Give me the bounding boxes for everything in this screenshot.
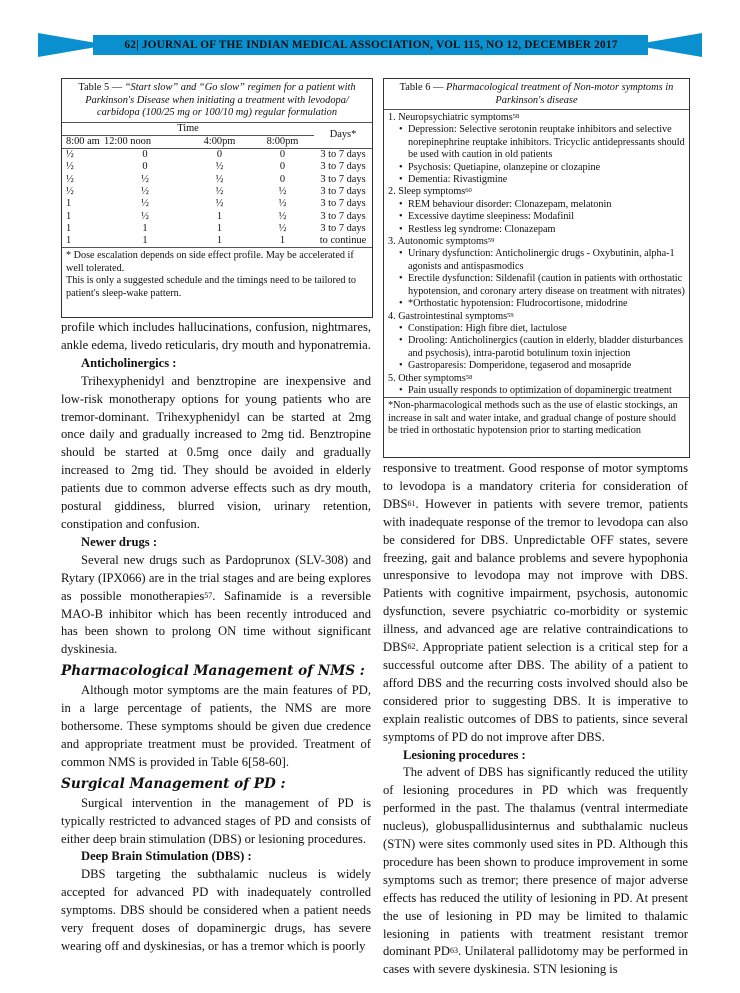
col-header: 8:00pm [251, 135, 314, 148]
section-heading: Surgical Management of PD : [61, 775, 286, 792]
list-item: • Excessive daytime sleepiness: Modafinil [388, 211, 685, 223]
list-item: • Depression: Selective serotonin reuptake inhibitors and selective norepinephrine reuptake inhibitors. Tricyclic antidepressants should be used with caution in old patients [388, 124, 685, 161]
table-5-grid [62, 122, 372, 248]
list-item: • REM behaviour disorder: Clonazepam, melatonin [388, 199, 685, 211]
table-row: 1 ½ ½ ½ 3 to 7 days [66, 198, 366, 210]
col-header: 12:00 noon [102, 135, 188, 148]
journal-header-title: 62| JOURNAL OF THE INDIAN MEDICAL ASSOCIATION, VOL 115, NO 12, DECEMBER 2017 [124, 39, 618, 51]
list-item: • Drooling: Anticholinergics (caution in elderly, bladder disturbances and psychosis), intra-parotid botulinum toxin injection [388, 335, 685, 360]
table-row: 1 1 1 ½ 3 to 7 days [66, 222, 366, 234]
list-item: • *Orthostatic hypotension: Fludrocortisone, midodrine [388, 298, 685, 310]
list-item: • Gastroparesis: Domperidone, tegaserod and mosapride [388, 360, 685, 372]
table-6-caption: Table 6 — Pharmacological treatment of Non-motor symptoms in Parkinson's disease [384, 79, 689, 110]
paragraph: The advent of DBS has significantly reduced the utility of lesioning procedures in PD which was frequently performed in the past. The thalamus (ventral intermediate nucleus), globuspallidusinternus and subthalamic nucleus (STN) were sites commonly used sites in PD. Although this procedure has been shown to produce improvement in some symptoms such as tremor; there presence of major adverse effects has reduced the utility of lesioning in PD. At present the use of lesioning in PD may be limited to thalamic lesioning in patients with treatment resistant tremor dominant PD$^{63}$. Unilateral pallidotomy may be performed in cases with severe dyskinesia. STN lesioning is [383, 765, 688, 977]
table-6-body [384, 110, 689, 397]
paragraph: profile which includes hallucinations, confusion, nightmares, ankle edema, livedo reticularis, dry mouth and hyponatremia. [61, 320, 371, 352]
table-5-footnote: * Dose escalation depends on side effect profile. May be accelerated if well tolerated. This is only a suggested schedule and the timings need to be tailored to patient's sleep-wake pattern. [62, 247, 372, 302]
table-row: ½ ½ ½ ½ 3 to 7 days [66, 185, 366, 197]
table-6-footnote: *Non-pharmacological methods such as the use of elastic stockings, an increase in salt and water intake, and gradual change of posture should be tried in orthostatic hypotension prior to starting medication [384, 397, 689, 439]
col-header: 4:00pm [188, 135, 251, 148]
category-heading: 5. Other symptoms$^{58}$ [388, 372, 473, 384]
time-header: Time [62, 122, 314, 135]
list-item: • Restless leg syndrome: Clonazepam [388, 224, 685, 236]
days-header: Days* [314, 122, 372, 149]
paragraph: Trihexyphenidyl and benztropine are inexpensive and low-risk monotherapy options for young patients who are tremor-dominant. Trihexyphenidyl can be started at 2mg once daily and gradually increased to 2mg tid. Benztropine should be started at 0.5mg once daily and gradually increased to 2mg tid. They should be avoided in elderly patients due to common adverse effects such as dry mouth, postural giddiness, blurred vision, urinary retention, constipation and confusion. [61, 373, 371, 531]
left-column [61, 319, 371, 956]
section-heading: Anticholinergics : [81, 355, 177, 370]
section-heading: Lesioning procedures : [403, 747, 526, 762]
category-heading: 4. Gastrointestinal symptoms$^{59}$ [388, 310, 514, 322]
paragraph: Several new drugs such as Pardoprunox (SLV-308) and Rytary (IPX066) are in the trial stages and are being explores as possible monotherapies$^{57}$. Safinamide is a reversible MAO-B inhibitor which has been recently introduced and has been shown to prolong ON time without significant dyskinesia. [61, 552, 371, 657]
paragraph: Surgical intervention in the management of PD is typically restricted to advanced stages of PD and consists of either deep brain stimulation (DBS) or lesioning procedures. [61, 795, 371, 846]
category-heading: 2. Sleep symptoms$^{60}$ [388, 186, 472, 198]
table-row: ½ 0 ½ 0 3 to 7 days [66, 161, 366, 173]
col-header: 8:00 am [62, 135, 102, 148]
table-5-caption: Table 5 — “Start slow” and “Go slow” regimen for a patient with Parkinson's Disease when initiating a treatment with levodopa/ carbidopa (100/25 mg or 100/10 mg) regular formulation [78, 82, 356, 118]
table-row: ½ 0 0 0 3 to 7 days [66, 149, 366, 161]
list-item: • Psychosis: Quetiapine, olanzepine or clozapine [388, 162, 685, 174]
section-heading: Newer drugs : [81, 534, 158, 549]
list-item: • Erectile dysfunction: Sildenafil (caution in patients with orthostatic hypotension, and coronary artery disease on treatment with nitrates) [388, 273, 685, 298]
paragraph: responsive to treatment. Good response of motor symptoms to levodopa is a mandatory criteria for consideration of DBS$^{61}$. However in patients with severe tremor, patients with inadequate response of the tremor to levodopa can also be considered for DBS. Unpredictable OFF states, severe freezing, gait and balance problems and severe hypophonia unresponsive to levodopa may not improve with DBS. Patients with cognitive impairment, psychosis, autonomic dysfunction, severe psychiatric co-morbidity or systemic illness, and advanced age are relative contraindications to DBS$^{62}$. Appropriate patient selection is a critical step for a successful outcome after DBS. The ability of a patient to afford DBS and the recurring costs involved should also be considered prior to suggesting DBS. It is imperative to explain realistic outcomes of DBS to patients, since several symptoms of PD do not improve after DBS. [383, 461, 688, 744]
section-heading: Deep Brain Stimulation (DBS) : [81, 849, 252, 864]
table-row: 1 ½ 1 ½ 3 to 7 days [66, 210, 366, 222]
right-column [383, 460, 688, 979]
category-heading: 1. Neuropsychiatric symptoms$^{58}$ [388, 112, 520, 123]
section-heading: Pharmacological Management of NMS : [61, 663, 365, 680]
list-item: • Dementia: Rivastigmine [388, 174, 685, 186]
paragraph: Although motor symptoms are the main features of PD, in a large percentage of patients, the NMS are more bothersome. These symptoms should be given due credence and appropriate treatment must be provided. Treatment of common NMS is provided in Table 6[58-60]. [61, 683, 371, 769]
category-heading: 3. Autonomic symptoms$^{59}$ [388, 236, 495, 248]
list-item: • Pain usually responds to optimization of dopaminergic treatment [388, 385, 685, 397]
table-row: 1 1 1 1 to continue [66, 235, 367, 247]
table-row: ½ ½ ½ 0 3 to 7 days [66, 173, 366, 185]
paragraph: DBS targeting the subthalamic nucleus is widely accepted for advanced PD with inadequately controlled symptoms. DBS should be considered when a patient needs very frequent doses of dopaminergic drugs, has severe wearing off and dyskinesias, or has a tremor which is poorly [61, 867, 371, 953]
table-6 [383, 78, 690, 458]
list-item: • Urinary dysfunction: Anticholinergic drugs - Oxybutinin, alpha-1 agonists and antispasmodics [388, 248, 685, 273]
journal-header-banner [38, 33, 702, 57]
list-item: • Constipation: High fibre diet, lactulose [388, 323, 685, 335]
table-5 [61, 78, 373, 318]
